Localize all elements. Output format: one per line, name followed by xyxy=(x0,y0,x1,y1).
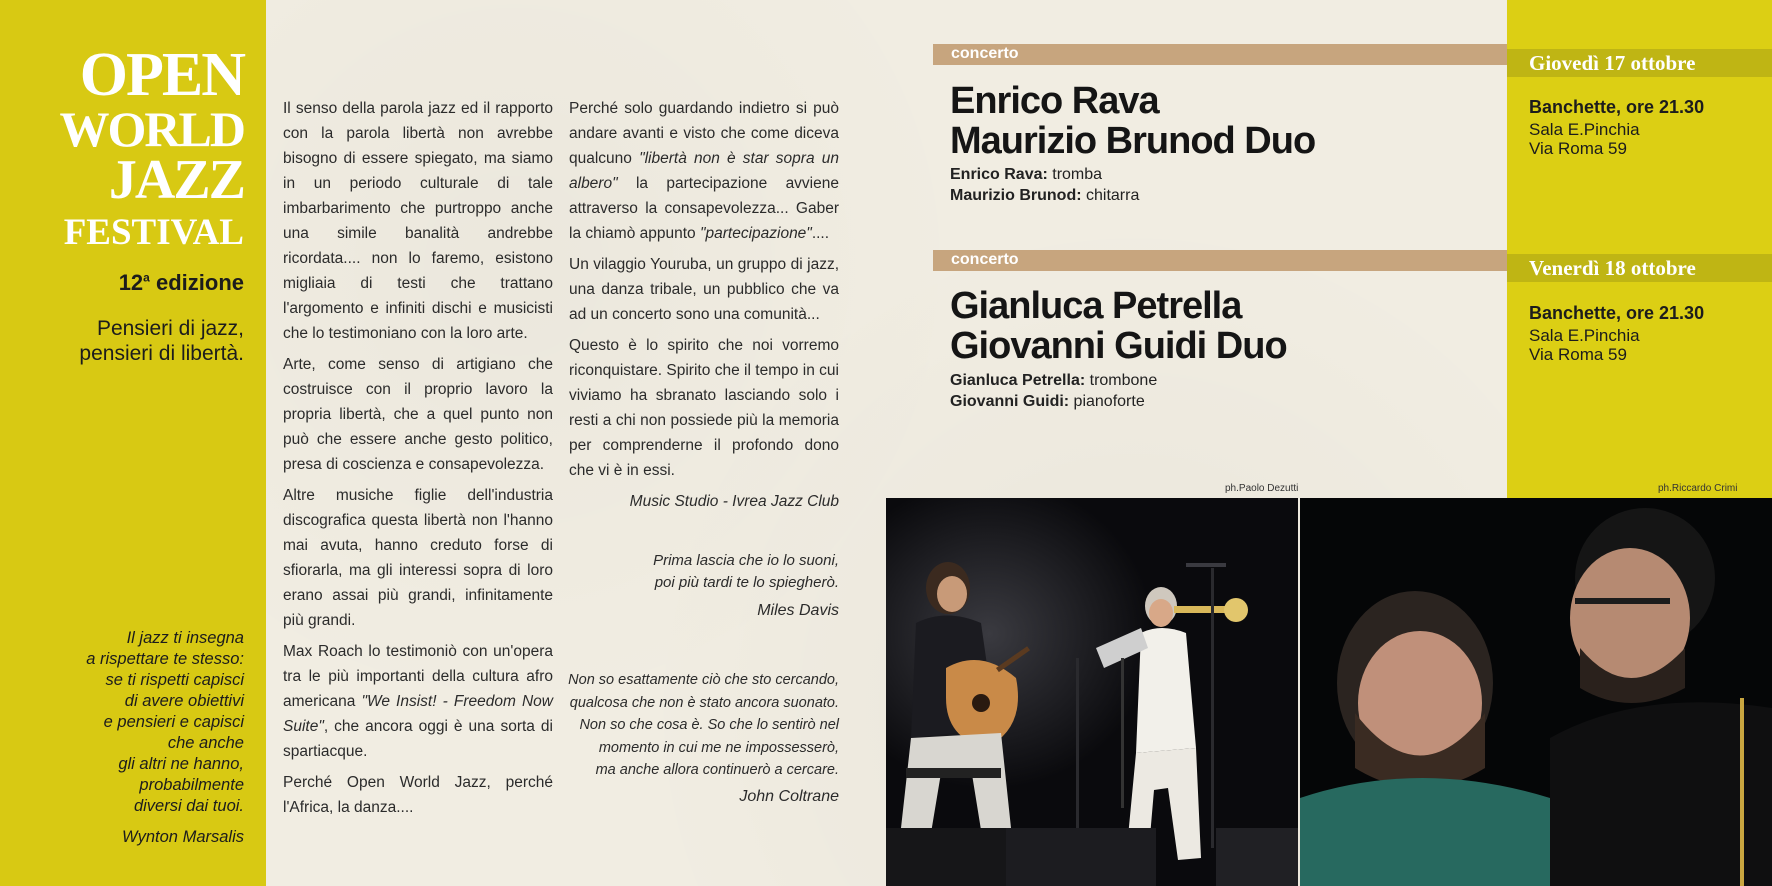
logo-festival: FESTIVAL xyxy=(63,212,244,253)
concert-label-band xyxy=(933,250,1507,271)
concert-photo-rava-brunod xyxy=(886,498,1298,886)
paragraph: Perché Open World Jazz, perché l'Africa, la danza.... xyxy=(283,774,553,816)
instrument: chitarra xyxy=(1081,187,1140,204)
paragraph xyxy=(569,96,839,246)
quote-line: momento in cui me ne impossesserò, xyxy=(598,739,839,756)
text-span: Perché solo guardando indietro si può andare avanti e visto che come diceva qualcuno xyxy=(569,100,839,167)
quote-line: Il jazz ti insegna xyxy=(126,629,244,647)
text-span: , che ancora oggi è una sorta di spartiacque. xyxy=(283,718,553,760)
text-column-2 xyxy=(569,96,839,520)
artist-line: Enrico Rava xyxy=(950,80,1159,122)
musician-name: Gianluca Petrella: xyxy=(950,372,1086,389)
edition-suffix: a xyxy=(143,270,150,285)
instrument: pianoforte xyxy=(1069,393,1145,410)
lineup-row xyxy=(950,164,1139,185)
logo-open: OPEN xyxy=(79,41,244,109)
date-band xyxy=(1507,49,1772,77)
concert-1-venue xyxy=(1529,98,1704,158)
venue-title: Banchette, ore 21.30 xyxy=(1529,303,1705,323)
quote-line: di avere obiettivi xyxy=(124,692,244,710)
portrait-illustration xyxy=(1300,498,1772,886)
paragraph: Questo è lo spirito che noi vorremo riconquistare. Spirito che il tempo in cui viviamo ha sbranato lasciando solo i resti a chi non possiede più la memoria per comprenderne il profondo dono che vi è in essi. xyxy=(569,337,839,479)
musician-name: Giovanni Guidi: xyxy=(950,393,1070,410)
quote-line: e pensieri e capisci xyxy=(103,713,244,731)
paragraph: Arte, come senso di artigiano che costruisce con il proprio lavoro la propria libertà, che a quel punto non può che essere anche gesto politico, presa di coscienza e consapevolezza. xyxy=(283,356,553,473)
concert-date: Venerdì 18 ottobre xyxy=(1529,256,1696,280)
concert-2-artists xyxy=(950,286,1287,366)
tagline xyxy=(79,316,244,366)
quote-line: poi più tardi te lo spiegherò. xyxy=(654,574,839,591)
quote-author: Miles Davis xyxy=(757,602,839,619)
venue-line: Sala E.Pinchia xyxy=(1529,326,1640,345)
lineup-row xyxy=(950,370,1157,391)
marsalis-quote xyxy=(4,628,244,848)
edition-label: edizione xyxy=(155,270,244,295)
quote-author: John Coltrane xyxy=(739,787,839,805)
lineup-row xyxy=(950,391,1157,412)
concert-1-lineup xyxy=(950,164,1139,206)
quote-line: Prima lascia che io lo suoni, xyxy=(653,552,839,569)
stage-illustration xyxy=(886,498,1298,886)
left-panel xyxy=(0,0,266,886)
venue-line: Sala E.Pinchia xyxy=(1529,120,1640,139)
quote-line: Non so esattamente ciò che sto cercando, xyxy=(568,672,839,688)
miles-davis-quote xyxy=(569,550,839,622)
concert-1-artists xyxy=(950,81,1315,161)
coltrane-quote xyxy=(560,669,839,808)
quote-span: "partecipazione" xyxy=(699,225,812,242)
tagline-line: pensieri di libertà. xyxy=(79,342,244,365)
paragraph: Un vilaggio Youruba, un gruppo di jazz, una danza tribale, un pubblico che va ad un concerto sono una comunità... xyxy=(569,256,839,323)
quote-line: probabilmente xyxy=(139,776,244,794)
artist-line: Giovanni Guidi Duo xyxy=(950,325,1287,367)
portrait-photo-petrella-guidi xyxy=(1300,498,1772,886)
quote-line: diversi dai tuoi. xyxy=(133,797,244,815)
quote-line: ma anche allora continuerò a cercare. xyxy=(595,762,839,778)
quote-line: se ti rispetti capisci xyxy=(105,671,244,689)
musician-name: Maurizio Brunod: xyxy=(950,187,1082,204)
text-span: .... xyxy=(811,225,830,242)
edition xyxy=(119,270,244,296)
concert-label: concerto xyxy=(951,45,1019,62)
date-band xyxy=(1507,254,1772,282)
tagline-line: Pensieri di jazz, xyxy=(96,317,244,340)
instrument: trombone xyxy=(1085,372,1158,389)
quote-line: a rispettare te stesso: xyxy=(86,650,244,668)
quote-line: Non so che cosa è. So che lo sentirò nel xyxy=(579,717,839,733)
concert-label: concerto xyxy=(951,251,1019,268)
artist-line: Maurizio Brunod Duo xyxy=(950,120,1316,162)
text-column-1 xyxy=(283,96,553,826)
concert-date: Giovedì 17 ottobre xyxy=(1529,51,1696,75)
logo-jazz: JAZZ xyxy=(108,149,244,211)
venue-line: Via Roma 59 xyxy=(1529,139,1627,158)
quote-line: che anche xyxy=(167,734,244,752)
quote-author: Wynton Marsalis xyxy=(122,828,244,846)
instrument: tromba xyxy=(1047,166,1103,183)
photo-credit: ph.Riccardo Crimi xyxy=(1658,483,1738,494)
album-title: "We Insist! - Freedom Now Suite" xyxy=(283,693,553,735)
concert-label-band xyxy=(933,44,1507,65)
venue-line: Via Roma 59 xyxy=(1529,345,1627,364)
signature: Music Studio - Ivrea Jazz Club xyxy=(629,493,839,510)
lineup-row xyxy=(950,185,1139,206)
edition-number: 12 xyxy=(118,270,144,295)
venue-title: Banchette, ore 21.30 xyxy=(1529,97,1705,117)
quote-line: qualcosa che non è stato ancora suonato. xyxy=(569,694,839,711)
text-span: Max Roach lo testimoniò con un'opera tra le più importanti della cultura afro americana xyxy=(283,643,553,710)
text-span: la partecipazione avviene attraverso la consapevolezza... Gaber la chiamò appunto xyxy=(569,175,839,242)
musician-name: Enrico Rava: xyxy=(950,166,1048,183)
concert-2-venue xyxy=(1529,304,1704,364)
paragraph: Il senso della parola jazz ed il rapporto con la parola libertà non avrebbe bisogno di essere spiegato, ma siamo in un periodo culturale di tale imbarbarimento che purtroppo anche una simile banalità andrebbe ricordata.... non lo faremo, esistono migliaia di testi che trattano l'argomento e infiniti dischi e musicisti che lo testimoniano con la loro arte. xyxy=(283,100,553,342)
concert-2-lineup xyxy=(950,370,1157,412)
quote-line: gli altri ne hanno, xyxy=(118,755,244,773)
paragraph: Altre musiche figlie dell'industria discografica questa libertà non l'hanno mai avuta, hanno creduto forse di sfiorarla, ma gli interessi sopra di loro erano assai più grandi, infinitamente più grandi. xyxy=(283,487,553,629)
photo-credit: ph.Paolo Dezutti xyxy=(1225,483,1299,494)
quote-span: "libertà non è star sopra un albero" xyxy=(569,150,839,192)
paragraph xyxy=(283,639,553,764)
artist-line: Gianluca Petrella xyxy=(950,285,1242,327)
logo-world: WORLD xyxy=(59,101,244,157)
